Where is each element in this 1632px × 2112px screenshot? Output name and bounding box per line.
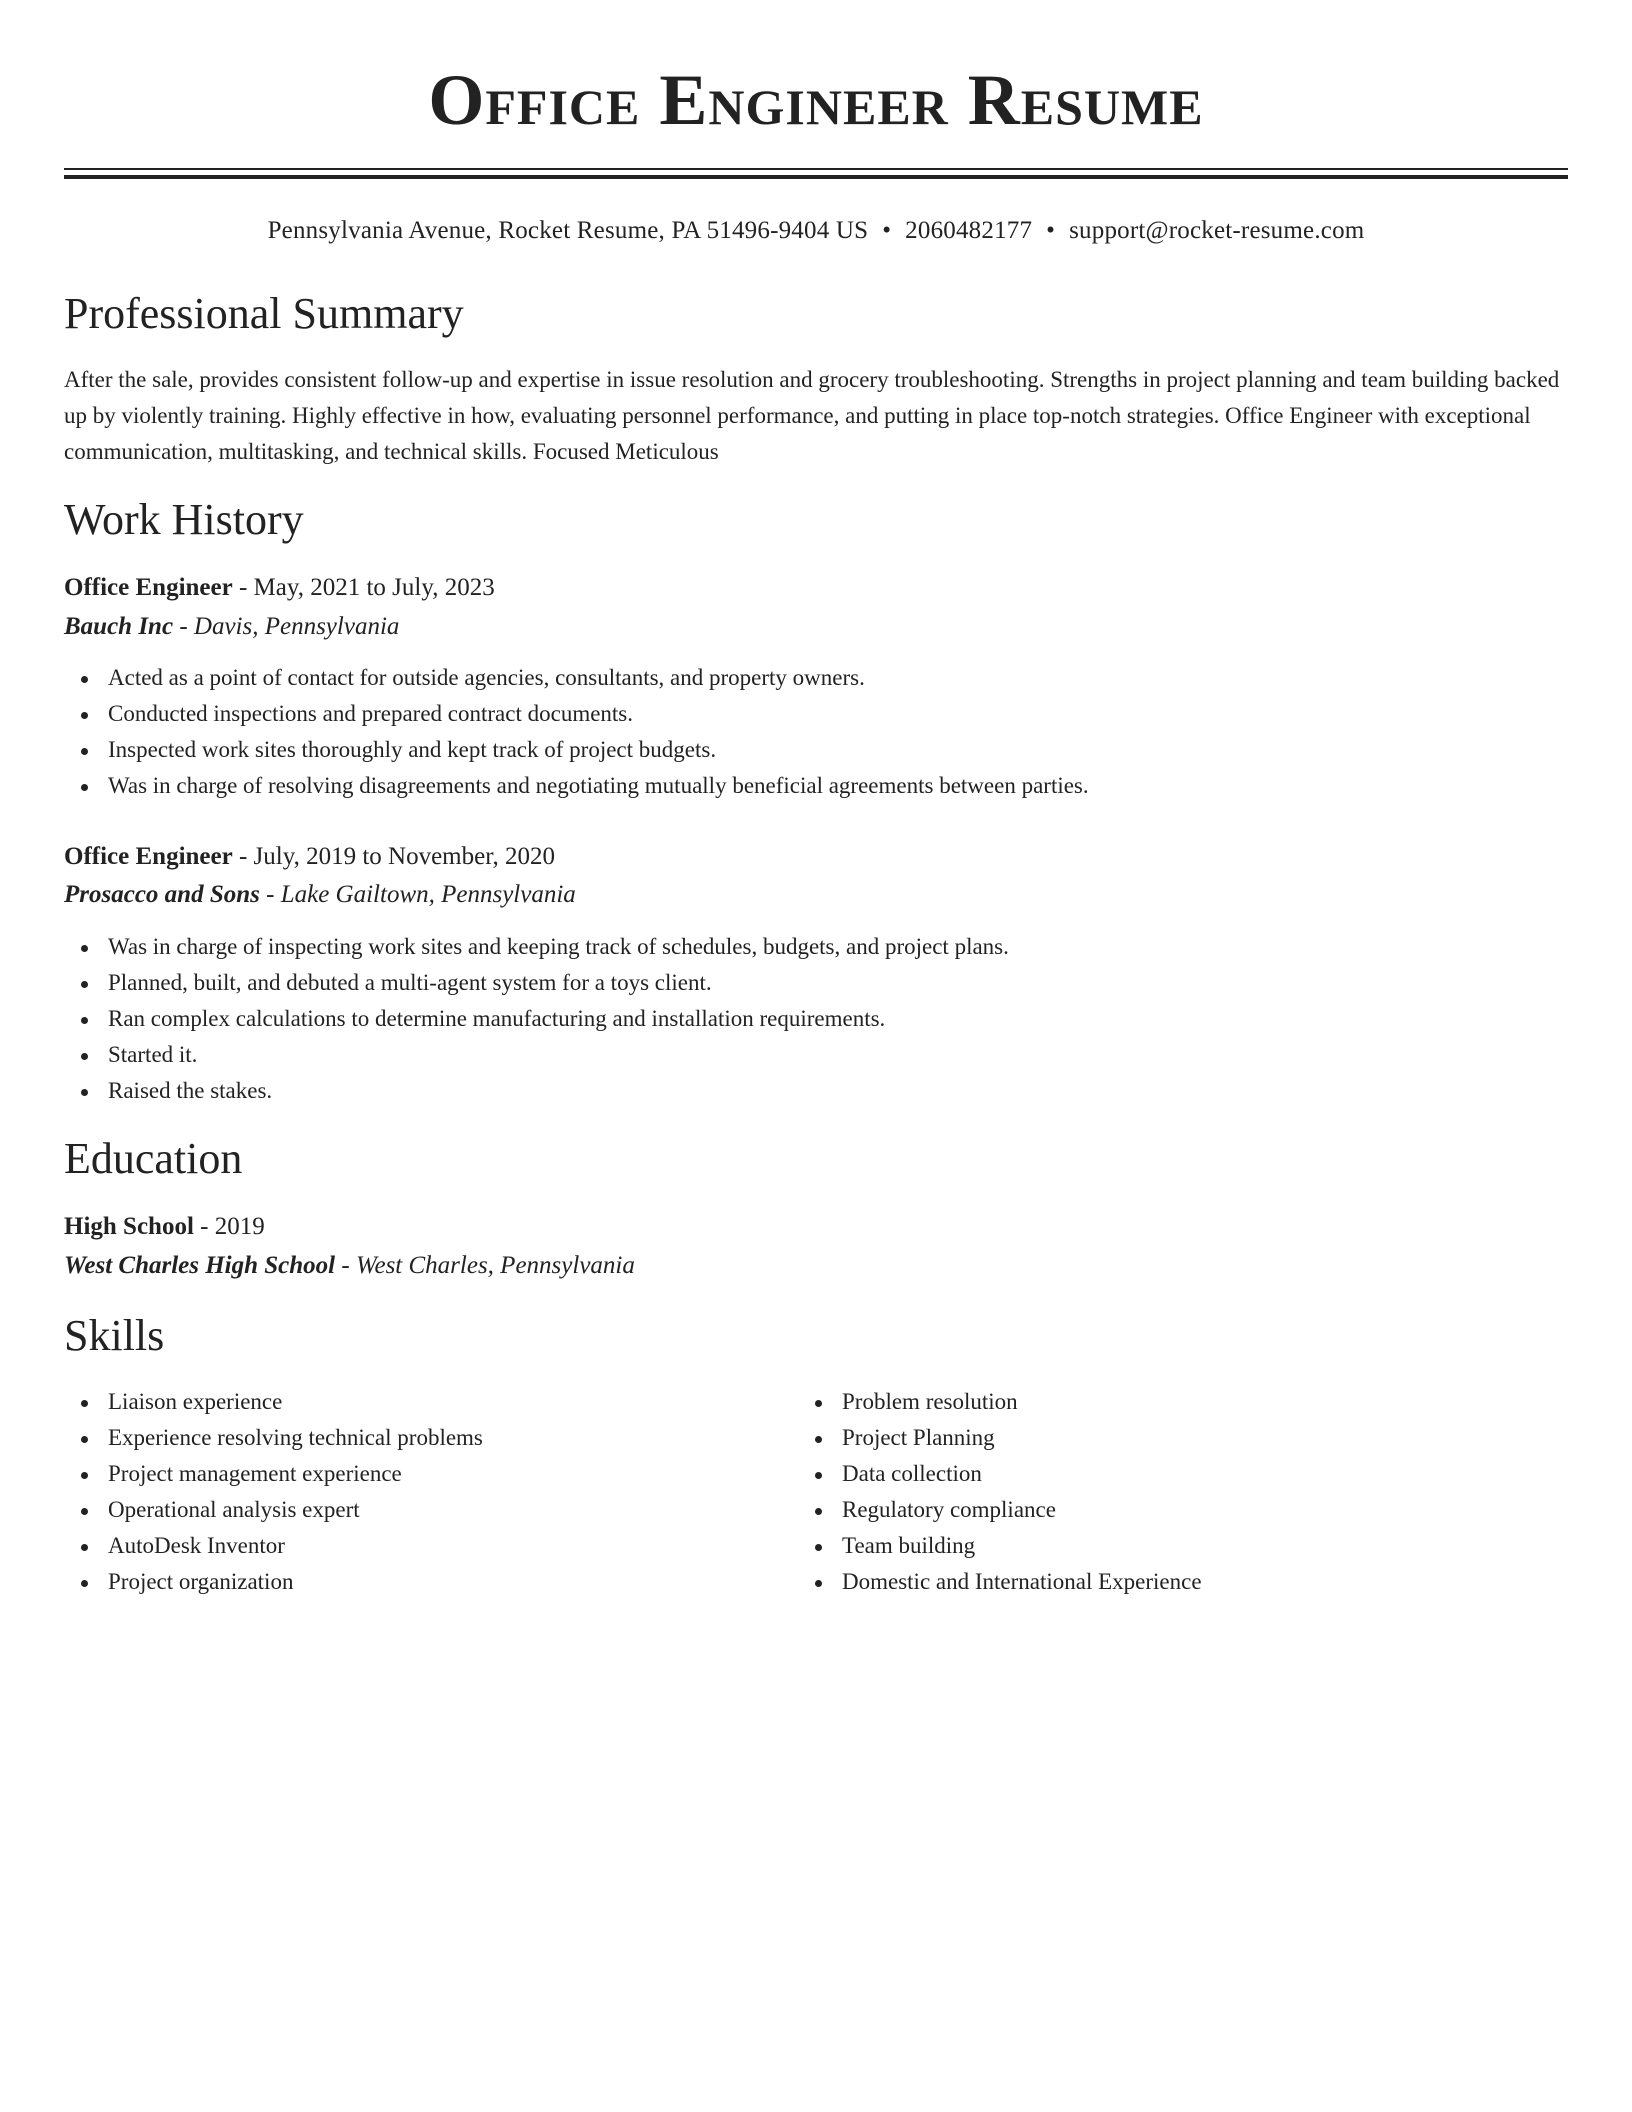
section-heading-skills: Skills <box>64 1311 165 1360</box>
job-employer <box>64 609 399 645</box>
section-heading-education: Education <box>64 1134 243 1183</box>
contact-address: Pennsylvania Avenue, Rocket Resume, PA 51496-9404 US <box>267 217 869 244</box>
education-heading <box>64 1209 265 1245</box>
job-heading <box>64 839 555 875</box>
list-item: Inspected work sites thoroughly and kept track of project budgets. <box>64 732 1089 768</box>
skill-item: Problem resolution <box>798 1384 1202 1420</box>
skill-item: Project organization <box>64 1564 483 1600</box>
list-item: Was in charge of resolving disagreements and negotiating mutually beneficial agreements between parties. <box>64 768 1089 804</box>
section-heading-work: Work History <box>64 495 304 544</box>
job-dates: - May, 2021 to July, 2023 <box>232 574 495 601</box>
list-item: Planned, built, and debuted a multi-agent system for a toys client. <box>64 965 1009 1001</box>
skill-item: Data collection <box>798 1456 1202 1492</box>
header-rule-thick <box>64 175 1568 179</box>
job-bullets <box>64 929 1009 1109</box>
list-item: Was in charge of inspecting work sites and keeping track of schedules, budgets, and project plans. <box>64 929 1009 965</box>
job-title: Office Engineer <box>64 574 233 601</box>
list-item: Started it. <box>64 1037 1009 1073</box>
skill-item: Liaison experience <box>64 1384 483 1420</box>
skill-item: AutoDesk Inventor <box>64 1528 483 1564</box>
education-year: - 2019 <box>193 1213 265 1240</box>
contact-separator: • <box>1046 217 1056 244</box>
summary-text: After the sale, provides consistent follow-up and expertise in issue resolution and grocery troubleshooting. Strengths in project planning and team building backed up by violently training. Highly effective in how, evaluating personnel performance, and putting in place top-notch strategies. Office Engineer with exceptional communication, multitasking, and technical skills. Focused Meticulous <box>64 367 1560 464</box>
resume-title: Office Engineer Resume <box>428 60 1204 140</box>
job-employer <box>64 877 576 913</box>
contact-line <box>64 214 1568 248</box>
skills-list-right <box>798 1384 1202 1600</box>
section-heading-summary: Professional Summary <box>64 289 464 338</box>
skill-item: Experience resolving technical problems <box>64 1420 483 1456</box>
job-company: Prosacco and Sons <box>64 881 260 908</box>
education-school: West Charles High School <box>64 1252 336 1279</box>
skill-item: Domestic and International Experience <box>798 1564 1202 1600</box>
job-heading <box>64 570 495 606</box>
contact-phone: 2060482177 <box>905 217 1033 244</box>
job-bullets <box>64 660 1089 804</box>
skill-item: Team building <box>798 1528 1202 1564</box>
skill-item: Regulatory compliance <box>798 1492 1202 1528</box>
list-item: Conducted inspections and prepared contract documents. <box>64 696 1089 732</box>
skill-item: Project Planning <box>798 1420 1202 1456</box>
education-school-line <box>64 1248 635 1284</box>
job-title: Office Engineer <box>64 843 233 870</box>
job-dates: - July, 2019 to November, 2020 <box>232 843 556 870</box>
education-location: - West Charles, Pennsylvania <box>335 1252 635 1279</box>
list-item: Acted as a point of contact for outside agencies, consultants, and property owners. <box>64 660 1089 696</box>
list-item: Raised the stakes. <box>64 1073 1009 1109</box>
education-degree: High School <box>64 1213 194 1240</box>
job-company: Bauch Inc <box>64 613 174 640</box>
header-rule-thin <box>64 168 1568 170</box>
list-item: Ran complex calculations to determine manufacturing and installation requirements. <box>64 1001 1009 1037</box>
job-location: - Davis, Pennsylvania <box>173 613 400 640</box>
contact-email: support@rocket-resume.com <box>1069 217 1365 244</box>
skill-item: Operational analysis expert <box>64 1492 483 1528</box>
skills-list-left <box>64 1384 483 1600</box>
contact-separator: • <box>882 217 892 244</box>
skill-item: Project management experience <box>64 1456 483 1492</box>
job-location: - Lake Gailtown, Pennsylvania <box>259 881 576 908</box>
